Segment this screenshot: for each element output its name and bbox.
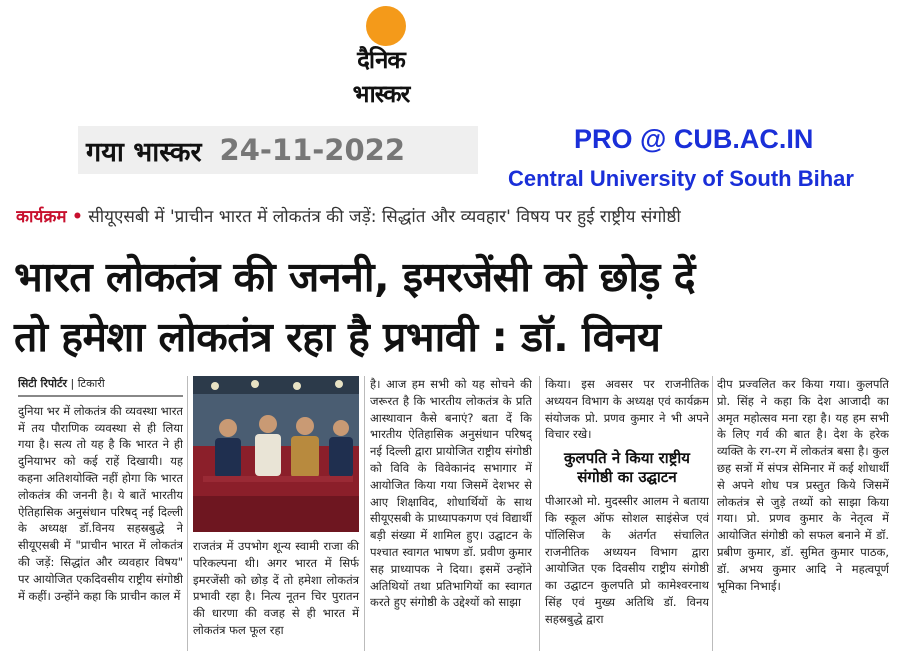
- university-name: Central University of South Bihar: [508, 166, 854, 191]
- subheading: कुलपति ने किया राष्ट्रीय संगोष्ठी का उद्घाटन: [564, 449, 690, 487]
- article-column-5: [717, 376, 889, 651]
- masthead-line-1: दैनिक: [357, 46, 405, 74]
- column-text: दुनिया भर में लोकतंत्र की व्यवस्था भारत में तय पौराणिक व्यवस्था से ही लिया गया है। सत्य तो यह है कि भारत ने ही दुनियाभर को कई राहें दिखायी। यह कहना अतिशयोक्ति नहीं होगा कि भारत लोकतंत्र की जननी है। ये बातें भारतीय ऐतिहासिक अनुसंधान परिषद् नई दिल्ली के अध्यक्ष डॉ.विनय सहस्रबुद्धे ने सीयूएसबी में "प्राचीन भारत में लोकतंत्र की जड़ें: सिद्धांत और व्यवहार विषय" पर आयोजित एकदिवसीय राष्ट्रीय संगोष्ठी में कहीं। उन्होंने कहा कि प्राचीन काल में: [18, 403, 183, 603]
- kicker-tag: कार्यक्रम: [16, 207, 67, 227]
- edition-banner: [78, 126, 478, 174]
- byline: सिटी रिपोर्टर | टिकारी: [18, 376, 183, 397]
- column-text: पीआरओ मो. मुदस्सीर आलम ने बताया कि स्कूल ऑफ सोशल साइंसेज एवं पॉलिसिज के अंतर्गत संचालित राजनीतिक अध्ययन विभाग द्वारा आयोजित एक दिवसीय राष्ट्रीय संगोष्ठी का उद्घाटन कुलपति प्रो कामेश्वरनाथ सिंह एवं मुख्य अतिथि डॉ. विनय सहस्रबुद्धे द्वारा: [545, 494, 709, 626]
- column-divider: [539, 376, 540, 651]
- edition-name: गया भास्कर: [86, 136, 202, 168]
- column-divider: [364, 376, 365, 651]
- column-text: दीप प्रज्वलित कर किया गया। कुलपति प्रो. सिंह ने कहा कि देश आजादी का अमृत महोत्सव मना रहा है। यह हम सभी के लिए गर्व की बात है। देश के हरेक व्यक्ति के रग-रग में लोकतंत्र बसा है। कुल छह सत्रों में संपत्र सेमिनार में कई शोधार्थी से अपने शोध पत्र प्रस्तुत किये जिसमें लोकतंत्र से जुड़े तथ्यों को साझा किया गया। प्रो. प्रणव कुमार के नेतृत्व में आयोजित संगोष्ठी को सफल बनाने में डॉ. प्रबीण कुमार, डॉ. सुमित कुमार पाठक, डॉ. अभय कुमार आदि ने महत्वपूर्ण भूमिका निभाई।: [717, 377, 889, 593]
- sun-logo-icon: [366, 6, 406, 46]
- column-text: किया। इस अवसर पर राजनीतिक अध्ययन विभाग के अध्यक्ष एवं कार्यक्रम संयोजक प्रो. प्रणव कुमार ने भी अपने विचार रखे।: [545, 377, 709, 442]
- column-divider: [712, 376, 713, 651]
- article-column-3: [370, 376, 532, 651]
- edition-date: 24-11-2022: [219, 133, 406, 167]
- byline-place: टिकारी: [77, 377, 105, 390]
- headline-line-2: तो हमेशा लोकतंत्र रहा है प्रभावी : डॉ. विनय: [14, 313, 661, 361]
- byline-reporter: सिटी रिपोर्टर: [18, 377, 67, 390]
- article-column-2: राजतंत्र में उपभोग शून्य स्वामी राजा की परिकल्पना थी। अगर भारत में सिर्फ इमरजेंसी को छोड़ दें तो हमेशा लोकतंत्र प्रभावी रहा है। नित्य नूतन चिर पुरातन की धारणा की वजह से ही भारत में लोकतंत्र फल फूल रहा: [193, 539, 359, 637]
- headline-line-1: भारत लोकतंत्र की जननी, इमरजेंसी को छोड़ दें: [14, 253, 695, 301]
- article-column-1: [18, 376, 183, 651]
- pro-contact: PRO @ CUB.AC.IN: [574, 124, 814, 154]
- kicker-line: [16, 203, 896, 231]
- event-photo-illustration: [193, 376, 359, 532]
- article-column-4: [545, 376, 709, 651]
- column-divider: [187, 376, 188, 651]
- kicker-bullet: •: [71, 207, 83, 227]
- event-photo: [193, 376, 359, 532]
- column-text: है। आज हम सभी को यह सोचने की जरूरत है कि भारतीय लोकतंत्र के प्रति आस्थावान कैसे बनाएं? बता दें कि भारतीय ऐतिहासिक अनुसंधान परिषद् नई दिल्ली द्वारा प्रायोजित राष्ट्रीय संगोष्ठी को विवि के विवेकानंद सभागार में आयोजित किया गया जिसमें देशभर से आए शिक्षाविद, शोधार्थियों के साथ सीयूएसबी के प्राध्यापकगण एवं विद्यार्थी बड़ी संख्या में शामिल हुए। उद्घाटन के पश्चात स्वागत भाषण डॉ. प्रवीण कुमार सह प्राध्यापक ने दिया। इसमें उन्होंने अतिथियों तथा प्रतिभागियों का स्वागत करते हुए संगोष्ठी के उद्देश्यों को साझा: [370, 377, 532, 610]
- kicker-text: सीयूएसबी में 'प्राचीन भारत में लोकतंत्र की जड़ें: सिद्धांत और व्यवहार' विषय पर हुई राष्ट्रीय संगोष्ठी: [88, 207, 681, 227]
- masthead-line-2: भास्कर: [352, 80, 410, 108]
